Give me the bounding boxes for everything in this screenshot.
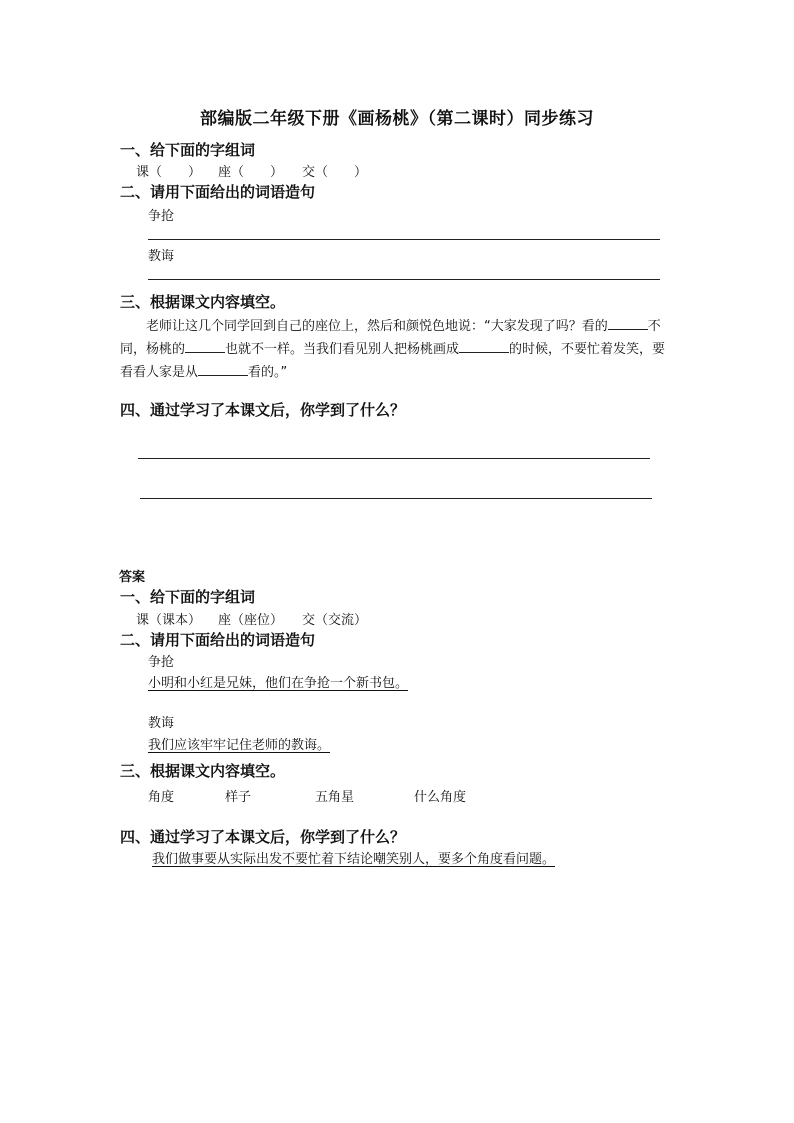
answer-fill: 五角星 [315,790,355,805]
fill-blank[interactable] [198,361,248,376]
page-title: 部编版二年级下册《画杨桃》（第二课时）同步练习 [200,109,594,129]
answer-word-group: 座（座位） [218,613,284,628]
word-group-item: 座（ ） [218,165,284,180]
answer-section-3-heading: 三、根据课文内容填空。 [120,762,286,780]
fill-blank[interactable] [608,315,648,330]
paragraph-text: 看的。” [248,365,288,380]
word-group-item: 交（ ） [302,165,368,180]
paragraph-text: 也就不一样。当我们看见别人把杨桃画成 [225,342,460,357]
section-4-heading: 四、通过学习了本课文后，你学到了什么？ [120,401,406,419]
answer-fill: 样子 [225,790,252,805]
paragraph-text: 的时候，不要忙着发笑，要看看人家是从 [120,342,666,380]
answer-sentence-2: 我们应该牢牢记住老师的教诲。 [148,738,331,753]
section-3-heading: 三、根据课文内容填空。 [120,293,286,311]
answer-word-2: 教诲 [148,716,175,731]
answer-section-1-heading: 一、给下面的字组词 [120,588,256,606]
section-1-heading: 一、给下面的字组词 [120,141,256,159]
answer-section-2-heading: 二、请用下面给出的词语造句 [120,631,316,649]
writing-line [140,498,652,499]
answer-sentence-1: 小明和小红是兄妹，他们在争抢一个新书包。 [148,676,409,691]
writing-line [148,239,660,240]
fill-in-paragraph [120,315,675,384]
answer-word-group: 交（交流） [302,613,368,628]
fill-blank[interactable] [185,338,225,353]
answer-word-group: 课（课本） [136,613,202,628]
answers-label: 答案 [119,570,146,585]
answer-word-1: 争抢 [148,655,175,670]
paragraph-text: 不同，杨桃的 [120,319,661,357]
sentence-word-2: 教诲 [148,249,175,264]
answer-fill: 角度 [148,790,175,805]
sentence-word-1: 争抢 [148,209,175,224]
section-2-heading: 二、请用下面给出的词语造句 [120,183,316,201]
writing-line [148,279,660,280]
answer-reflection: 我们做事要从实际出发不要忙着下结论嘲笑别人，要多个角度看问题。 [152,852,556,867]
answer-section-4-heading: 四、通过学习了本课文后，你学到了什么？ [120,828,406,846]
fill-blank[interactable] [459,338,509,353]
word-group-item: 课（ ） [136,165,202,180]
answer-fill: 什么角度 [414,790,467,805]
writing-line [138,458,650,459]
paragraph-text: 老师让这几个同学回到自己的座位上，然后和颜悦色地说：“大家发现了吗？看的 [146,319,608,334]
